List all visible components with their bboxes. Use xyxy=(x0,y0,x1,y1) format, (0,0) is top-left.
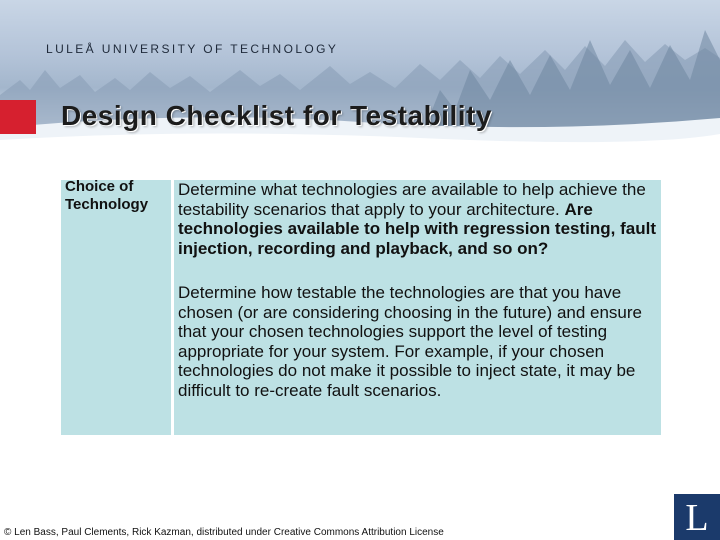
checklist-table xyxy=(61,180,661,435)
university-logo xyxy=(674,494,720,540)
university-name: LULEÅ UNIVERSITY OF TECHNOLOGY xyxy=(46,42,339,56)
slide-title: Design Checklist for Testability xyxy=(61,100,492,131)
accent-square xyxy=(0,100,36,134)
category-label: Choice of Technology xyxy=(65,178,149,213)
description-paragraph-1 xyxy=(178,180,656,258)
category-cell xyxy=(61,180,171,435)
logo-letter: L xyxy=(685,497,709,539)
header-banner xyxy=(0,0,720,160)
paragraph-1-text: Determine what technologies are available to help achieve the testability scenarios that apply to your architecture. xyxy=(178,180,646,219)
winter-landscape-image xyxy=(0,0,720,160)
paragraph-1-bold-text: Are technologies available to help with regression testing, fault injection, recording and playback, and so on? xyxy=(178,199,656,258)
copyright-footer: © Len Bass, Paul Clements, Rick Kazman, distributed under Creative Commons Attribution License xyxy=(4,527,444,538)
description-paragraph-2: Determine how testable the technologies are that you have chosen (or are considering choosing in the future) and ensure that your chosen technologies support the level of testing appropriate for your system. For example, if your chosen technologies do not make it possible to inject state, it may be difficult to re-create fault scenarios. xyxy=(178,283,643,400)
